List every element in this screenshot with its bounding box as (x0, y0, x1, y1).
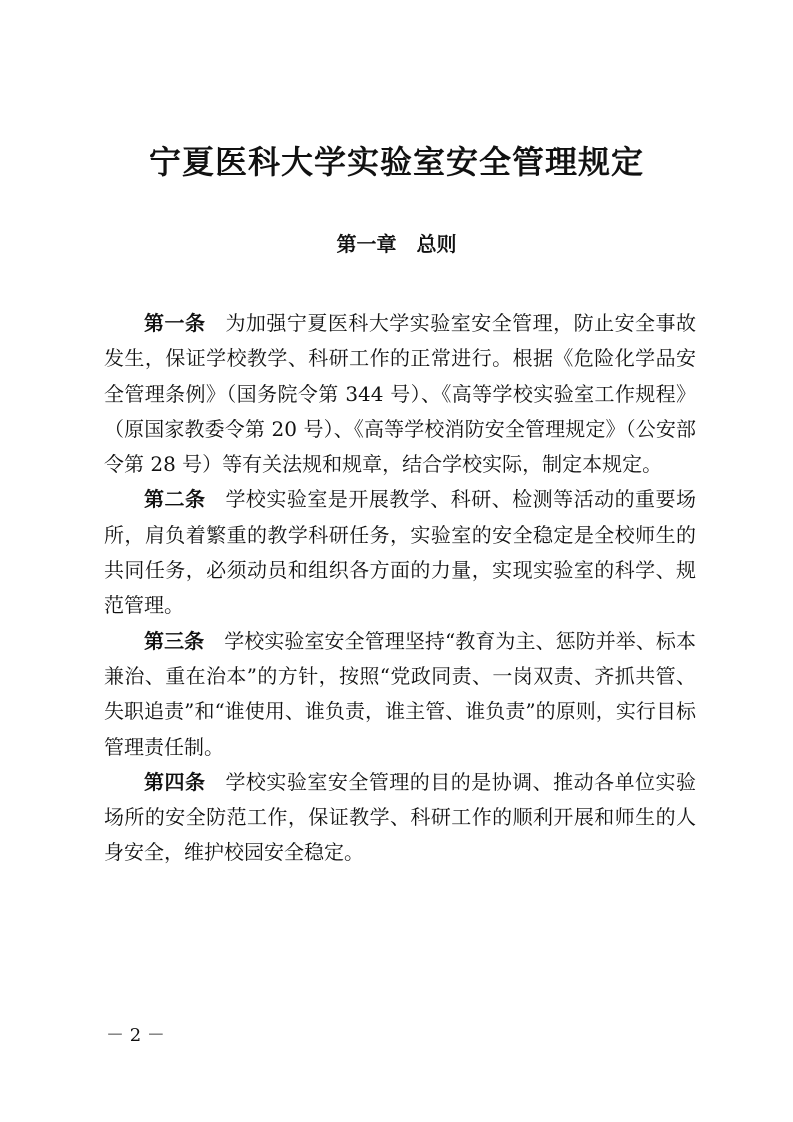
page-number: － 2 － (106, 1025, 165, 1046)
article-number: 第四条 (144, 769, 206, 794)
chapter-heading (0, 229, 793, 259)
article-number: 第三条 (144, 628, 205, 653)
article-paragraph (104, 624, 696, 765)
article-text: 学校实验室安全管理坚持“教育为主、惩防并举、标本兼治、重在治本”的方针，按照“党政同责、一岗双责、齐抓共管、失职追责”和“谁使用、谁负责，谁主管、谁负责”的原则，实行目标管理责任制。 (104, 628, 697, 759)
document-title: 宁夏医科大学实验室安全管理规定 (148, 143, 644, 181)
document-body (104, 306, 696, 871)
article-text: 为加强宁夏医科大学实验室安全管理，防止安全事故发生，保证学校教学、科研工作的正常进行。根据《危险化学品安全管理条例》（国务院令第 344 号）、《高等学校实验室工作规程》（原国家教委令第 20 号）、《高等学校消防安全管理规定》（公安部令第 28 号）等有关法规和规章，结合学校实际，制定本规定。 (104, 311, 697, 477)
article-text: 学校实验室安全管理的目的是协调、推动各单位实验场所的安全防范工作，保证教学、科研工作的顺利开展和师生的人身安全，维护校园安全稳定。 (104, 769, 697, 865)
article-number: 第二条 (144, 487, 206, 512)
article-paragraph (104, 765, 696, 871)
article-paragraph (104, 306, 696, 482)
chapter-name: 总则 (416, 232, 457, 256)
article-text: 学校实验室是开展教学、科研、检测等活动的重要场所，肩负着繁重的教学科研任务，实验室的安全稳定是全校师生的共同任务，必须动员和组织各方面的力量，实现实验室的科学、规范管理。 (104, 487, 697, 618)
article-number: 第一条 (144, 311, 206, 335)
chapter-number: 第一章 (336, 232, 397, 256)
article-paragraph (104, 482, 696, 623)
